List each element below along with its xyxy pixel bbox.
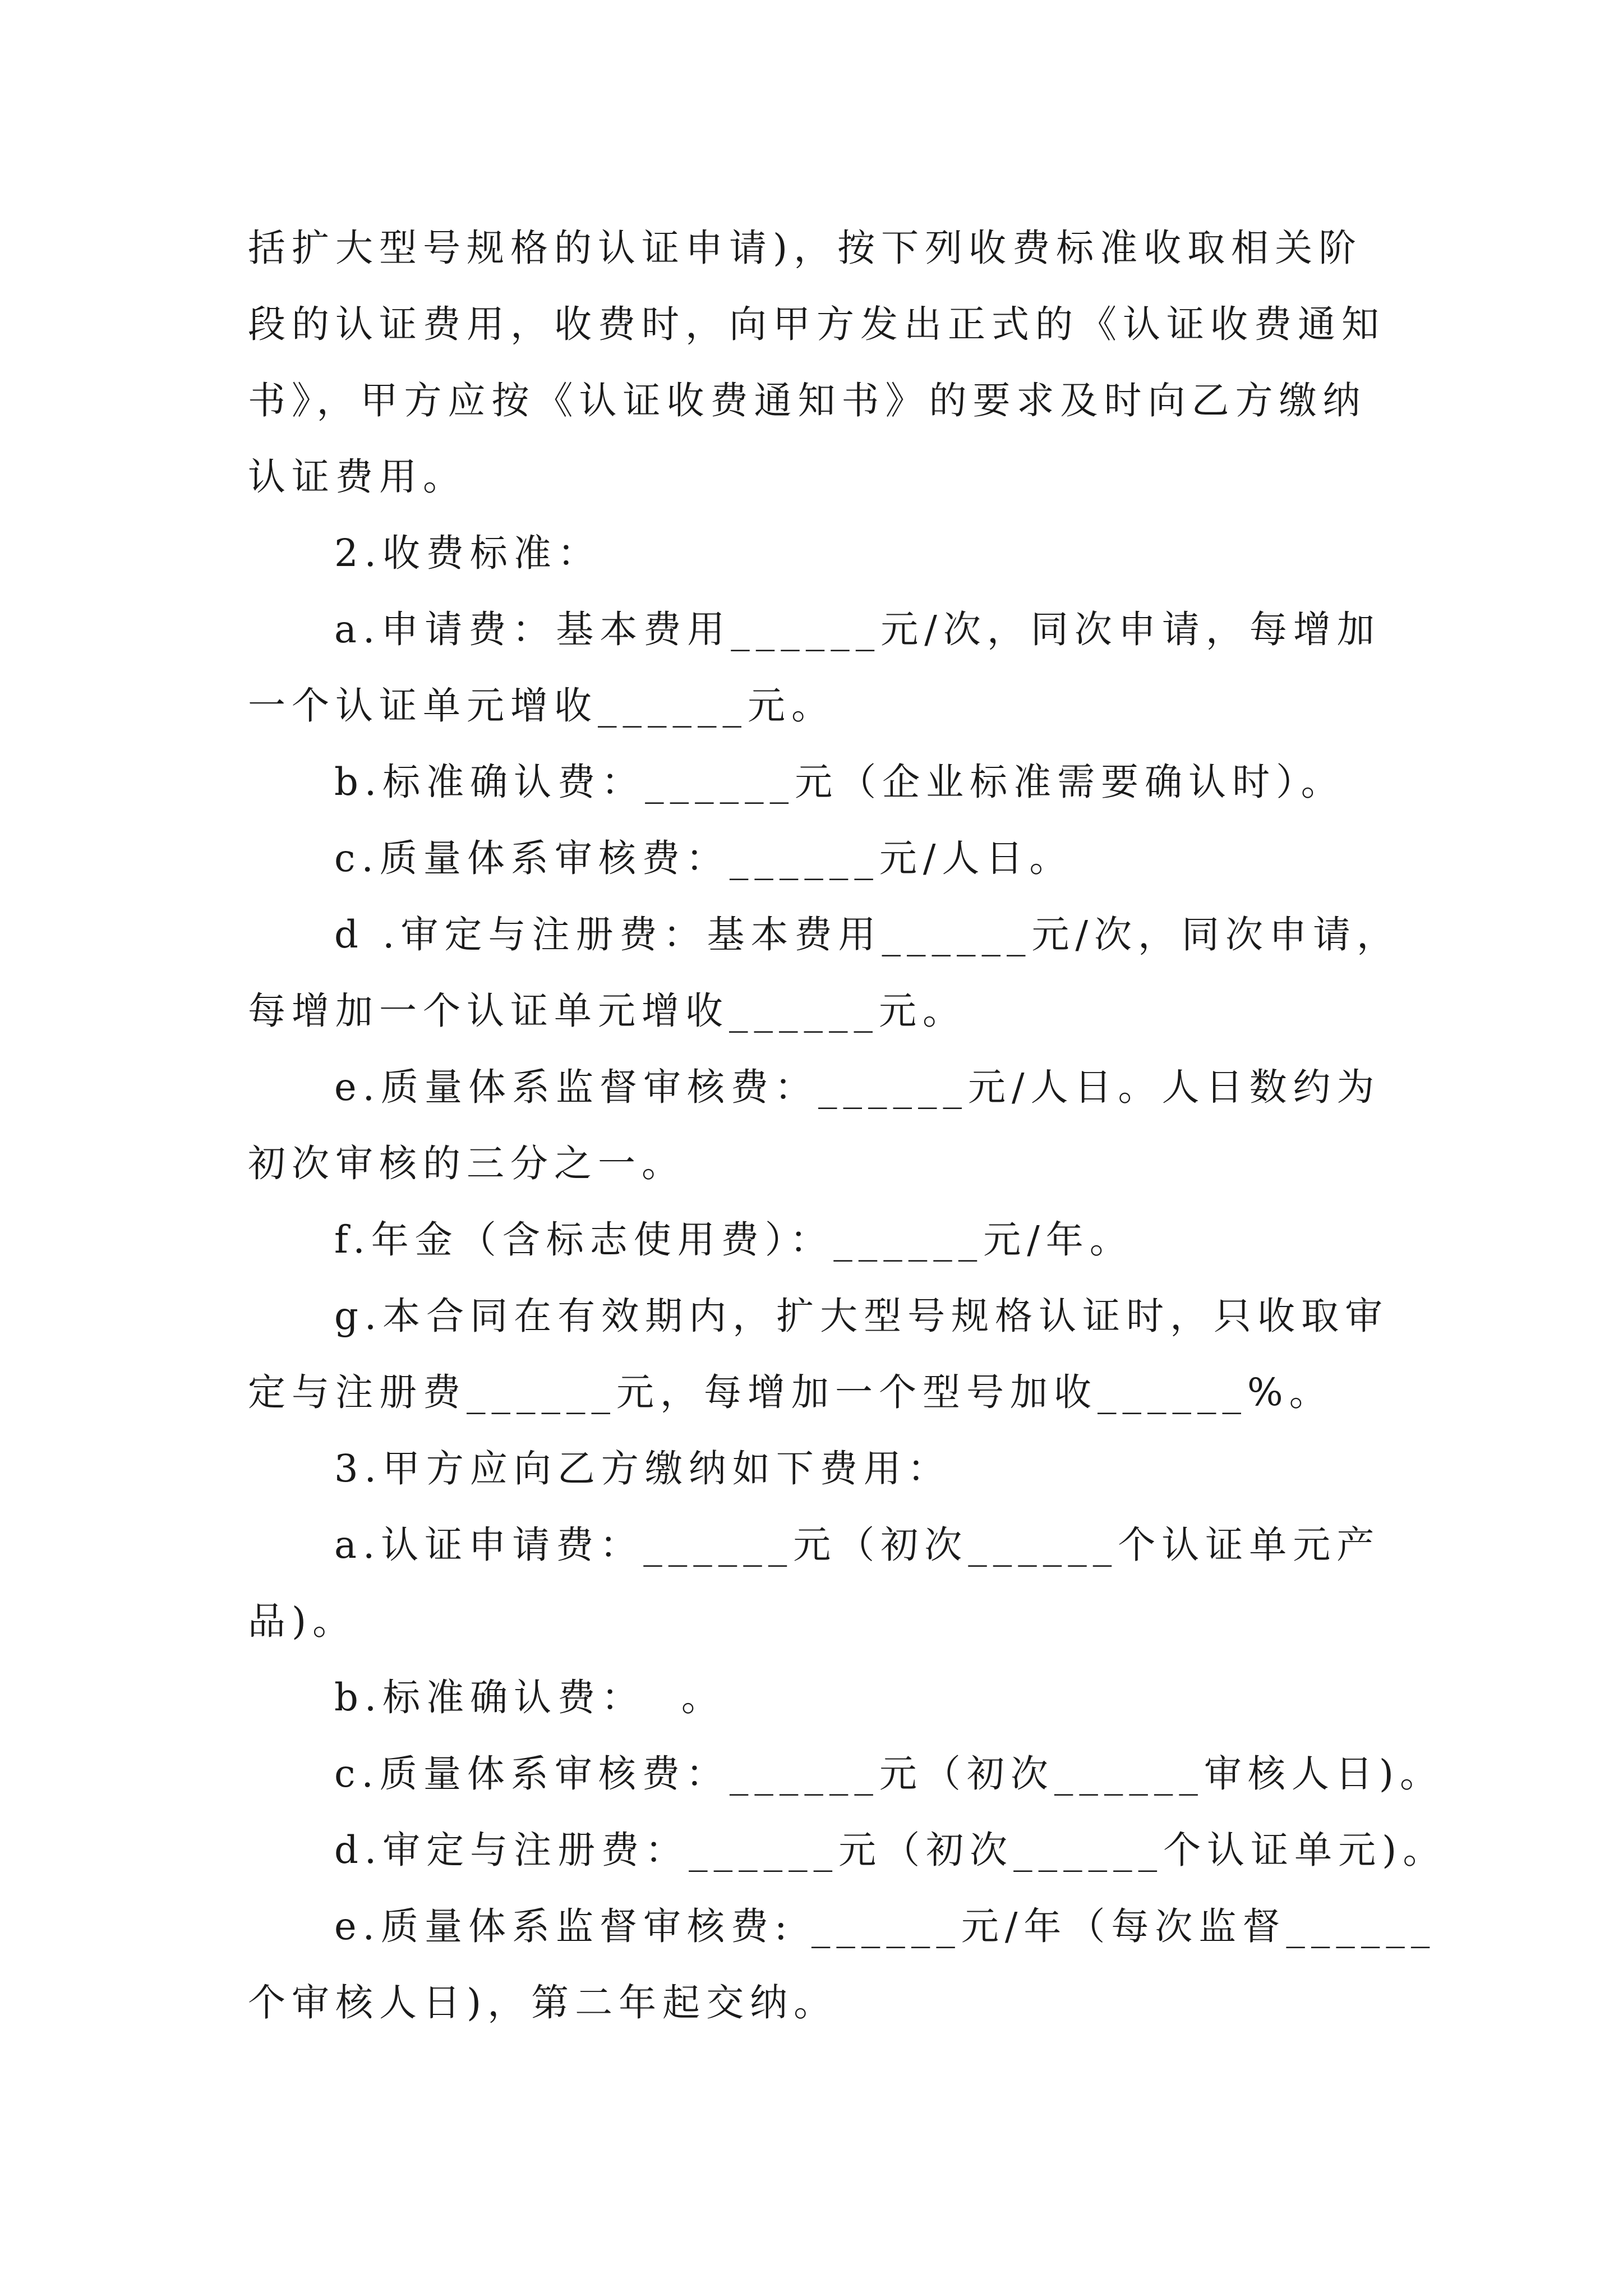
fee-item-line: e.质量体系监督审核费：______元/人日。人日数约为 — [334, 1065, 1381, 1109]
section-heading: 3.甲方应向乙方缴纳如下费用： — [334, 1447, 951, 1490]
body-text-line: 品)。 — [248, 1599, 357, 1643]
fee-item-line: g.本合同在有效期内，扩大型号规格认证时，只收取审 — [334, 1294, 1389, 1338]
payment-item-line: a.认证申请费：______元（初次______个认证单元产 — [334, 1523, 1381, 1567]
body-text-line: 定与注册费______元，每增加一个型号加收______%。 — [248, 1370, 1333, 1414]
body-text-line: 认证费用。 — [248, 455, 467, 499]
fee-item-line: b.标准确认费：______元（企业标准需要确认时）。 — [334, 760, 1345, 804]
body-text-line: 个审核人日)，第二年起交纳。 — [248, 1981, 838, 2024]
payment-item-line: d.审定与注册费：______元（初次______个认证单元)。 — [334, 1828, 1447, 1872]
payment-item-line: c.质量体系审核费：______元（初次______审核人日)。 — [334, 1752, 1444, 1796]
body-text-line: 初次审核的三分之一。 — [248, 1142, 685, 1185]
body-text-line: 一个认证单元增收______元。 — [248, 684, 835, 728]
body-text-line: 书》，甲方应按《认证收费通知书》的要求及时向乙方缴纳 — [248, 379, 1367, 422]
payment-item-line: b.标准确认费： 。 — [334, 1676, 725, 1719]
payment-item-line: e.质量体系监督审核费: ______元/年（每次监督______ — [334, 1904, 1436, 1948]
body-text-line: 段的认证费用，收费时，向甲方发出正式的《认证收费通知 — [248, 302, 1385, 346]
body-text-line: 括扩大型号规格的认证申请)，按下列收费标准收取相关阶 — [248, 226, 1363, 270]
fee-item-line: a.申请费：基本费用______元/次，同次申请，每增加 — [334, 608, 1381, 651]
fee-item-line: c.质量体系审核费：______元/人日。 — [334, 836, 1073, 880]
fee-item-line: f.年金（含标志使用费）：______元/年。 — [334, 1218, 1133, 1262]
section-heading: 2.收费标准： — [334, 531, 601, 575]
fee-item-line: d .审定与注册费：基本费用______元/次，同次申请， — [334, 913, 1401, 956]
body-text-line: 每增加一个认证单元增收______元。 — [248, 989, 966, 1033]
